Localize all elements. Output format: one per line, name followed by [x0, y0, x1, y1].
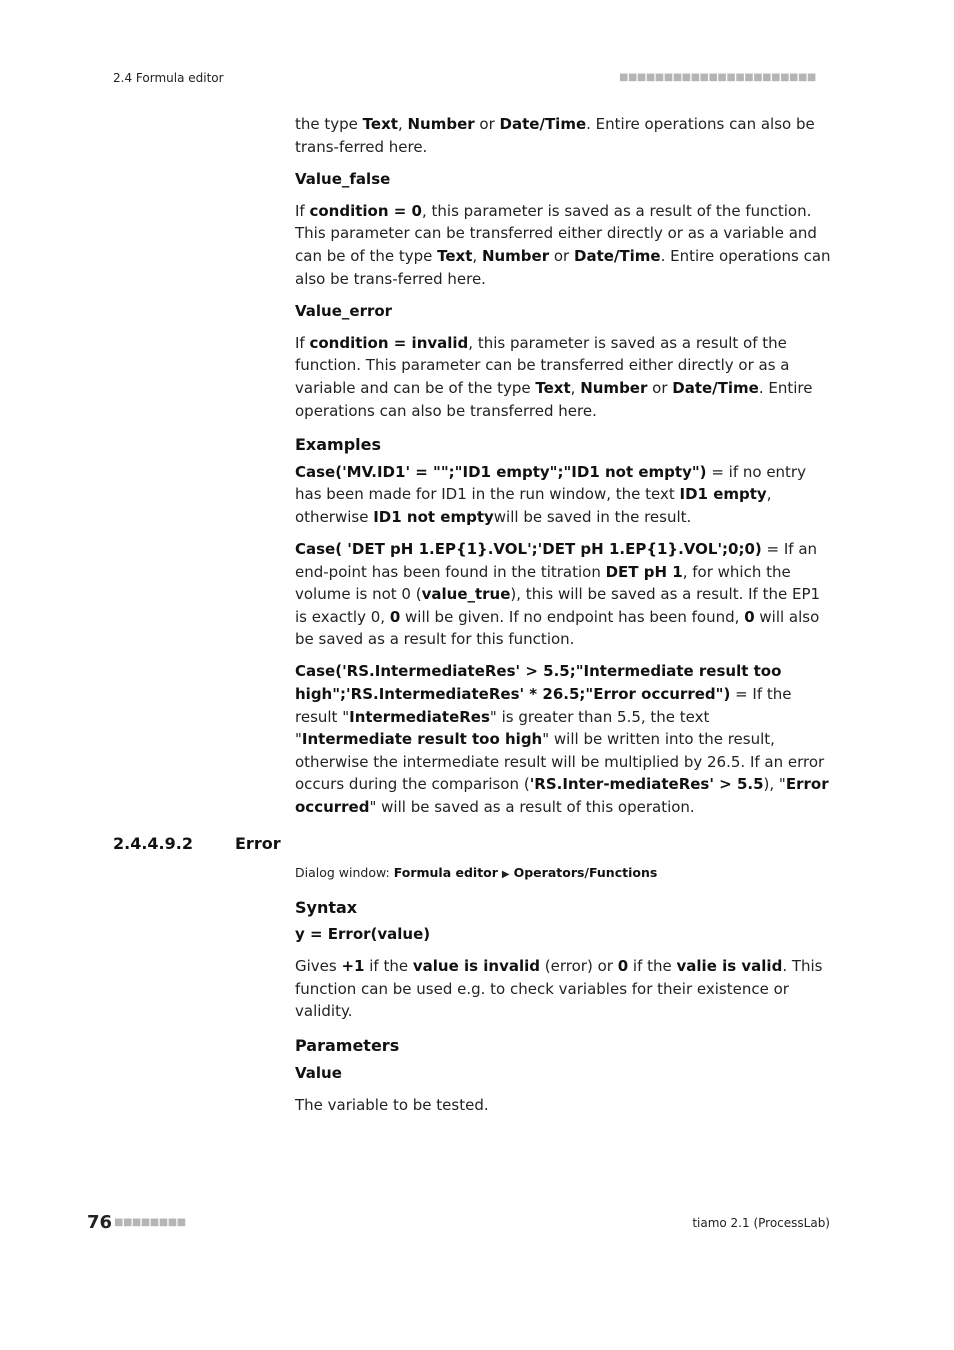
error-function-content — [295, 862, 831, 1126]
syntax-heading: Syntax — [295, 897, 358, 917]
running-header: 2.4 Formula editor — [113, 71, 224, 85]
footer-decoration: ■■■■■■■■ — [114, 1217, 186, 1228]
parameters-heading: Parameters — [295, 1036, 400, 1056]
example-1: Case('MV.ID1' = "";"ID1 empty";"ID1 not empty") = if no entry has been made for ID1 in the run window, the text ID1 empty, otherwise ID1 not emptywill be saved in the result. — [295, 462, 806, 526]
paragraph: Gives +1 if the value is invalid (error) or 0 if the valie is valid. This function can be used e.g. to check variables for their existence or validity. — [295, 957, 823, 1021]
arrow-right-icon: ▶ — [501, 869, 510, 880]
dialog-path: Dialog window: Formula editor ▶ Operators/Functions — [295, 865, 658, 880]
param-heading-value-error: Value_error — [295, 301, 393, 320]
param-name: Value — [295, 1063, 342, 1082]
paragraph: the type Text, Number or Date/Time. Entire operations can also be trans-ferred here. — [295, 115, 815, 156]
product-name: tiamo 2.1 (ProcessLab) — [692, 1216, 830, 1230]
paragraph: If condition = 0, this parameter is saved as a result of the function. This parameter can be transferred either directly or as a variable and can be of the type Text, Number or Date/Time. Entire operations can also be trans-ferred here. — [295, 201, 831, 288]
examples-heading: Examples — [295, 435, 382, 455]
main-content — [295, 113, 831, 828]
header-decoration: ■■■■■■■■■■■■■■■■■■■■■■ — [619, 72, 816, 83]
example-2: Case( 'DET pH 1.EP{1}.VOL';'DET pH 1.EP{1}.VOL';0;0) = If an end-point has been found in the titration DET pH 1, for which the volume is not 0 (value_true), this will be saved as a result. If the EP1 is exactly 0, 0 will be given. If no endpoint has been found, 0 will also be saved as a result for this function. — [295, 540, 821, 649]
section-title: Error — [235, 834, 281, 853]
section-heading — [113, 834, 281, 853]
syntax-formula: y = Error(value) — [295, 925, 431, 944]
param-description: The variable to be tested. — [295, 1095, 489, 1114]
page-number: 76 — [87, 1212, 113, 1233]
example-3: Case('RS.IntermediateRes' > 5.5;"Intermediate result too high";'RS.IntermediateRes' * 26.5;"Error occurred") = If the result "IntermediateRes" is greater than 5.5, the text "Intermediate result too high" will be written into the result, otherwise the intermediate result will be multiplied by 26.5. If an error occurs during the comparison ('RS.Inter-mediateRes' > 5.5), "Error occurred" will be saved as a result of this operation. — [295, 662, 829, 817]
paragraph: If condition = invalid, this parameter is saved as a result of the function. This parameter can be transferred either directly or as a variable and can be of the type Text, Number or Date/Time. Entire operations can also be transferred here. — [295, 333, 813, 420]
section-number: 2.4.4.9.2 — [113, 834, 193, 853]
param-heading-value-false: Value_false — [295, 169, 391, 188]
